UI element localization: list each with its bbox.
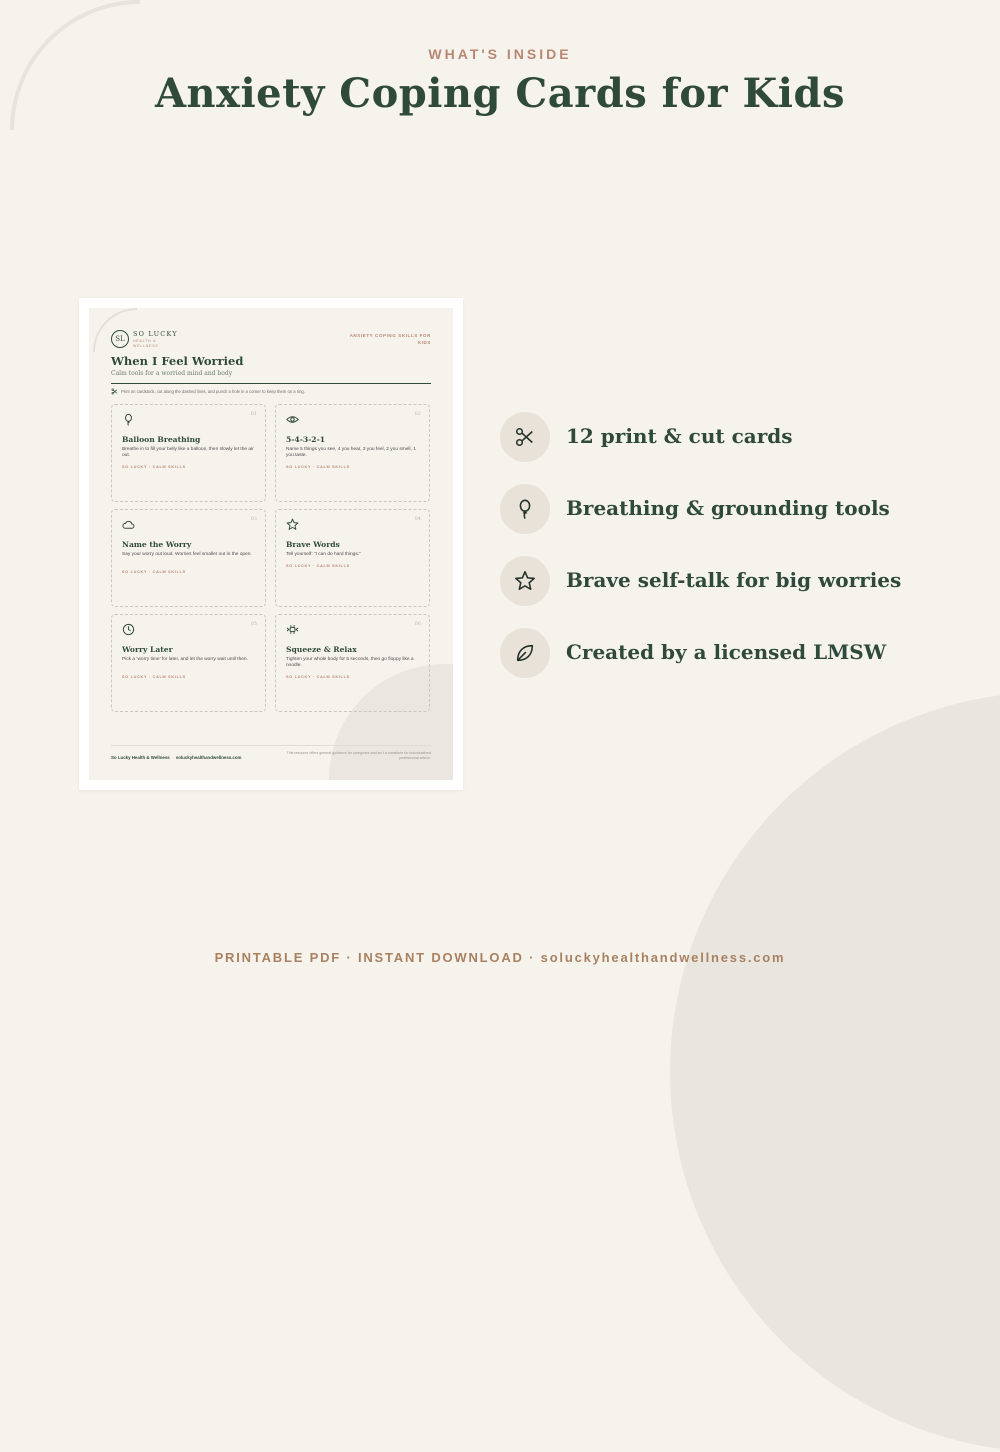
- star-icon: [286, 518, 299, 531]
- card-title: Balloon Breathing: [122, 435, 201, 444]
- sheet-footer-brand: So Lucky Health & Wellness soluckyhealthandwellness.com: [111, 755, 242, 760]
- card-number: 05: [250, 621, 257, 627]
- footer-banner: PRINTABLE PDF · INSTANT DOWNLOAD · soluckyhealthandwellness.com: [214, 950, 786, 965]
- feature-icon-circle: [500, 484, 550, 534]
- card-number: 02: [414, 411, 421, 417]
- sheet-tag: ANXIETY COPING SKILLS FOR KIDS: [349, 333, 431, 345]
- star-icon: [514, 570, 536, 592]
- card-brand: SO LUCKY · CALM SKILLS: [286, 564, 350, 568]
- card-brand: SO LUCKY · CALM SKILLS: [122, 675, 186, 679]
- worksheet-page: [89, 308, 453, 780]
- eyebrow-label: WHAT'S INSIDE: [428, 46, 572, 62]
- eye-icon: [286, 413, 299, 426]
- feature-label: 12 print & cut cards: [566, 424, 793, 448]
- clock-icon: [122, 623, 135, 636]
- card-text: Tell yourself: “I can do hard things.”: [286, 552, 361, 557]
- sheet-footer-disclaimer: This resource offers general guidance for caregivers and isn't a substitute for individualized professional advice.: [286, 751, 431, 760]
- sheet-footer-divider: [111, 745, 431, 746]
- page-title: Anxiety Coping Cards for Kids: [155, 70, 845, 117]
- coping-card: [111, 509, 266, 607]
- card-brand: SO LUCKY · CALM SKILLS: [122, 465, 186, 469]
- leaf-icon: [514, 642, 536, 664]
- logo-name: SO LUCKY: [133, 330, 178, 338]
- card-title: Brave Words: [286, 540, 340, 549]
- squeeze-icon: [286, 623, 299, 636]
- card-text: Name 5 things you see, 4 you hear, 3 you feel, 2 you smell, 1 you taste.: [286, 447, 416, 459]
- card-text: Breathe in to fill your belly like a balloon, then slowly let the air out.: [122, 447, 254, 459]
- feature-icon-circle: [500, 628, 550, 678]
- coping-card: [275, 404, 430, 502]
- card-brand: SO LUCKY · CALM SKILLS: [286, 465, 350, 469]
- scissors-icon: [111, 388, 118, 395]
- card-brand: SO LUCKY · CALM SKILLS: [122, 570, 186, 574]
- feature-self-talk: [500, 556, 920, 606]
- card-title: Name the Worry: [122, 540, 192, 549]
- feature-breathing: [500, 484, 920, 534]
- card-number: 03: [250, 516, 257, 522]
- logo-subtitle: HEALTH & WELLNESS: [133, 339, 159, 348]
- sheet-divider: [111, 383, 431, 384]
- card-title: Squeeze & Relax: [286, 645, 357, 654]
- card-brand: SO LUCKY · CALM SKILLS: [286, 675, 350, 679]
- feature-icon-circle: [500, 556, 550, 606]
- feature-icon-circle: [500, 412, 550, 462]
- feature-print-cut: [500, 412, 920, 462]
- coping-card: [275, 509, 430, 607]
- sheet-title: When I Feel Worried: [111, 354, 244, 368]
- card-number: 04: [414, 516, 421, 522]
- worksheet-preview: [79, 298, 463, 790]
- card-title: 5-4-3-2-1: [286, 435, 326, 444]
- card-number: 06: [414, 621, 421, 627]
- card-text: Pick a ‘worry time’ for later, and let the worry wait until then.: [122, 657, 248, 662]
- scissors-icon: [514, 426, 536, 448]
- cloud-icon: [122, 518, 135, 531]
- sheet-instructions: Print on cardstock, cut along the dashed lines, and punch a hole in a corner to keep them on a ring.: [121, 389, 305, 394]
- decorative-blob: [670, 692, 1000, 1452]
- feature-label: Created by a licensed LMSW: [566, 640, 887, 664]
- sheet-subtitle: Calm tools for a worried mind and body: [111, 370, 233, 377]
- feature-label: Breathing & grounding tools: [566, 496, 890, 520]
- feature-label: Brave self-talk for big worries: [566, 568, 902, 592]
- coping-card: [111, 614, 266, 712]
- feature-lmsw: [500, 628, 920, 678]
- card-title: Worry Later: [122, 645, 173, 654]
- card-text: Say your worry out loud. Worries feel smaller out in the open.: [122, 552, 252, 557]
- logo-mark: SL: [111, 330, 129, 348]
- balloon-icon: [514, 498, 536, 520]
- coping-card: [111, 404, 266, 502]
- card-text: Tighten your whole body for 5 seconds, then go floppy like a noodle.: [286, 657, 414, 669]
- balloon-icon: [122, 413, 135, 426]
- coping-card: [275, 614, 430, 712]
- card-number: 01: [250, 411, 257, 417]
